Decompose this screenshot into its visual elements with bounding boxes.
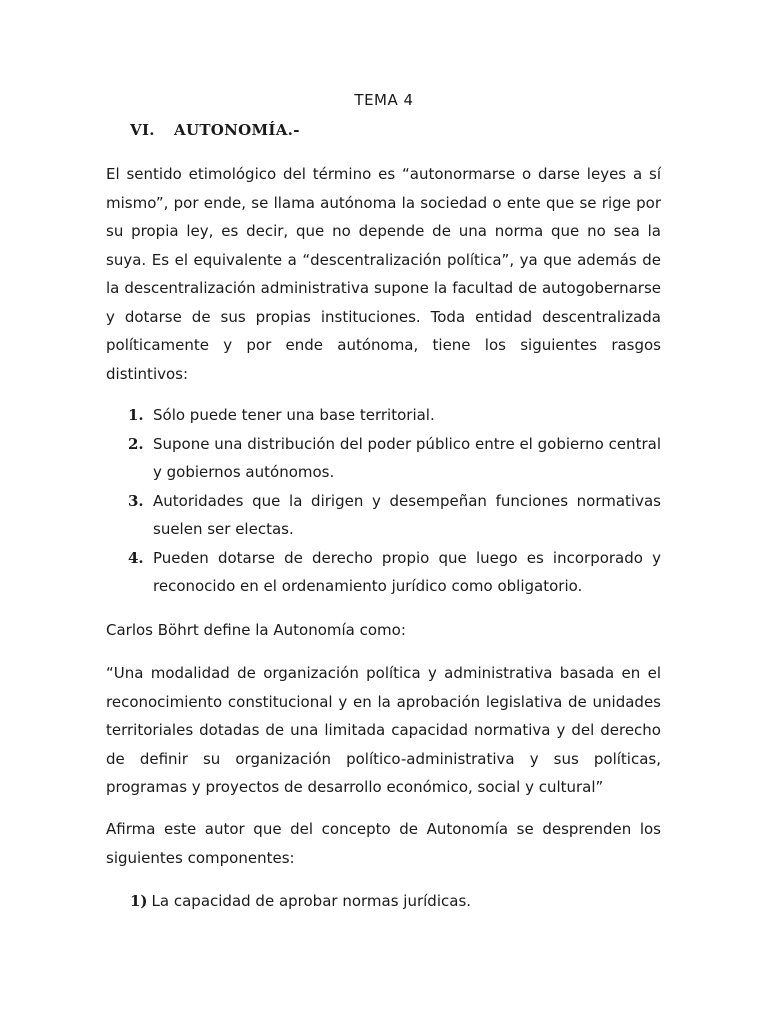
paragraph-definition-quote: “Una modalidad de organización política y administrativa basada en el reconocimiento constitucional y en la aprobación legislativa de unidades territoriales dotadas de una limitada capacidad normativa y del derecho de definir su organización político-administrativa y sus políticas, programas y proyectos de desarrollo económico, social y cultural” [106,664,661,796]
list-item-marker: 2. [128,434,144,453]
list-item [128,487,661,544]
list-item [128,401,661,430]
components-list [130,887,471,916]
section-heading [130,121,300,139]
list-item-text: Supone una distribución del poder público entre el gobierno central y gobiernos autónomos. [153,434,661,481]
list-item-text: Autoridades que la dirigen y desempeñan funciones normativas suelen ser electas. [153,491,661,538]
list-item [128,430,661,487]
section-title: AUTONOMÍA.- [174,121,300,139]
list-item [130,887,471,916]
paragraph-author-intro: Carlos Böhrt define la Autonomía como: [106,621,406,639]
list-item-marker: 4. [128,548,144,567]
list-item-text: Pueden dotarse de derecho propio que luego es incorporado y reconocido en el ordenamiento jurídico como obligatorio. [153,548,661,595]
list-item-text: Sólo puede tener una base territorial. [153,406,435,424]
list-item-text: La capacidad de aprobar normas jurídicas. [151,892,472,910]
paragraph-etymology: El sentido etimológico del término es “autonormarse o darse leyes a sí mismo”, por ende, se llama autónoma la sociedad o ente que se rige por su propia ley, es decir, que no depende de una norma que no sea la suya. Es el equivalente a “descentralización política”, ya que además de la descentralización administrativa supone la facultad de autogobernarse y dotarse de sus propias instituciones. Toda entidad descentralizada políticamente y por ende autónoma, tiene los siguientes rasgos distintivos: [106,165,661,383]
list-item-marker: 1. [128,406,144,424]
list-item-marker: 1) [130,892,148,910]
paragraph-components-intro: Afirma este autor que del concepto de Autonomía se desprenden los siguientes componentes: [106,820,661,867]
list-item [128,544,661,601]
list-item-marker: 3. [128,491,144,510]
section-number: VI. [130,121,155,139]
document-title: TEMA 4 [354,91,414,109]
distinctive-features-list [128,401,661,601]
